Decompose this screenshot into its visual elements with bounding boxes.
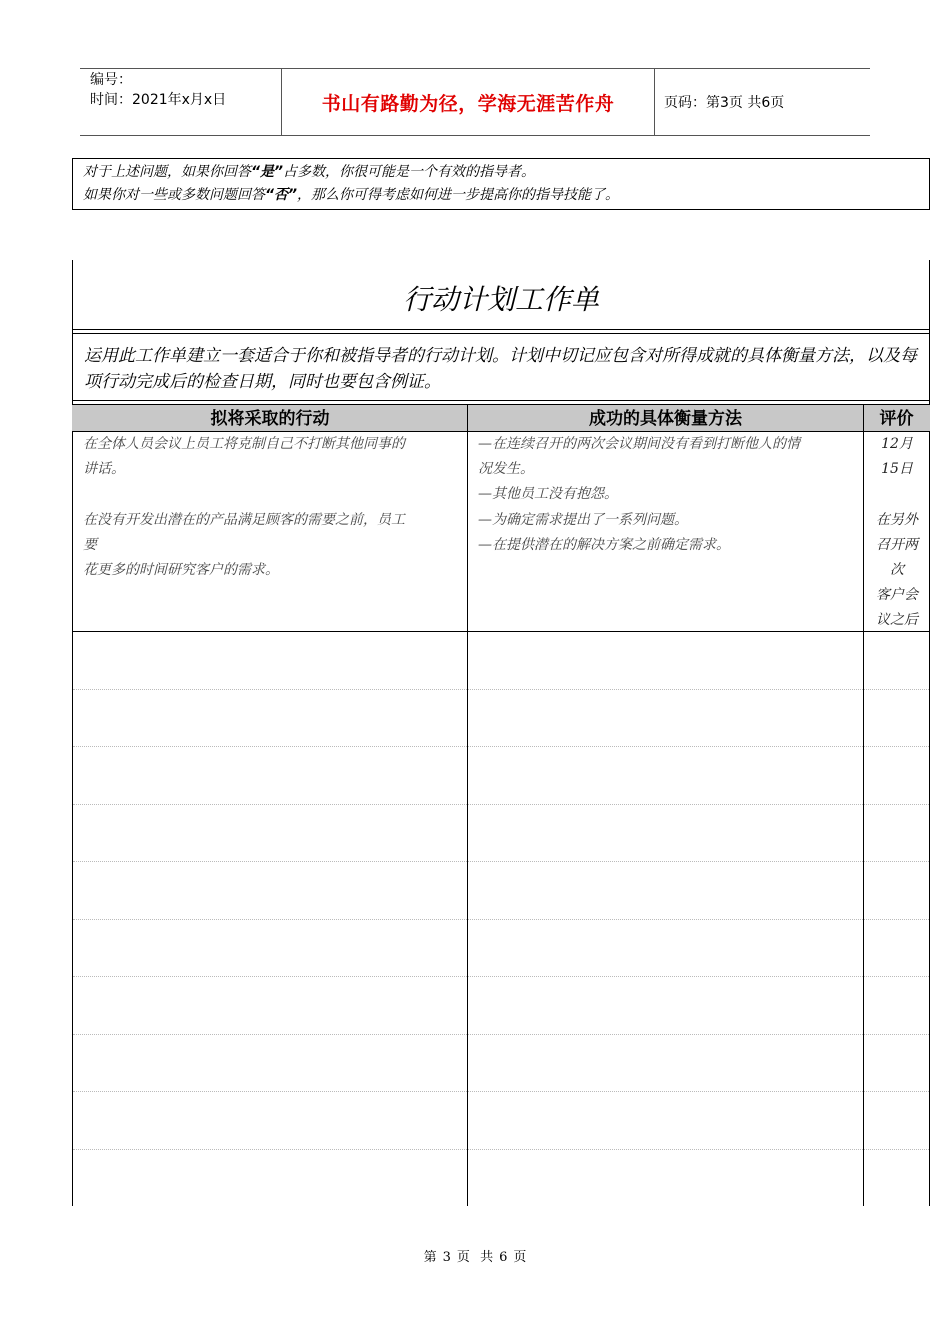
- footer-text: 页: [456, 1250, 470, 1265]
- number-label: 编号：: [90, 72, 132, 88]
- column-header-action: 拟将采取的行动: [210, 409, 330, 429]
- footer-text: 第: [423, 1250, 437, 1265]
- empty-row-separator: [73, 976, 929, 977]
- empty-row-separator: [73, 919, 929, 920]
- row-2-evaluation-line: 次: [890, 562, 904, 578]
- note-line-1-bold: “是”: [251, 164, 284, 180]
- time-label: 时间：2021年x月x日: [90, 92, 227, 108]
- empty-row-separator: [73, 746, 929, 747]
- note-line-2: [83, 184, 929, 207]
- title-rule-2: [72, 333, 930, 334]
- worksheet-title: 行动计划工作单: [402, 283, 599, 316]
- row-2-evaluation-line: 在另外: [876, 512, 918, 528]
- empty-row-separator: [73, 689, 929, 690]
- row-1-evaluation: [864, 432, 930, 482]
- row-2-evaluation: [864, 508, 930, 633]
- row-2-action: [83, 508, 463, 583]
- intro-rule-1: [72, 400, 930, 401]
- row-2-action-line: 在没有开发出潜在的产品满足顾客的需要之前，员工: [83, 512, 405, 528]
- note-line-2-prefix: 如果你对一些或多数问题回答: [83, 187, 265, 203]
- row-1-evaluation-line: 12月: [881, 436, 913, 452]
- row-2-evaluation-line: 召开两: [876, 537, 918, 553]
- row-1-evaluation-line: 15日: [881, 461, 913, 477]
- column-header-measure: 成功的具体衡量方法: [589, 409, 742, 429]
- row-2-measure: [478, 508, 858, 558]
- footer-text: 页: [513, 1250, 527, 1265]
- note-line-1-prefix: 对于上述问题，如果你回答: [83, 164, 251, 180]
- empty-row-separator: [73, 861, 929, 862]
- header-meta: [90, 70, 226, 110]
- empty-row-separator: [73, 1149, 929, 1150]
- empty-row-separator: [73, 804, 929, 805]
- header-divider-right: [654, 68, 655, 136]
- note-line-1-suffix: 占多数，你很可能是一个有效的指导者。: [283, 164, 536, 180]
- row-2-measure-line: —为确定需求提出了一系列问题。: [478, 512, 688, 528]
- row-1-measure-line: —其他员工没有抱怨。: [478, 486, 618, 502]
- row-1-action-line: 讲话。: [83, 461, 125, 477]
- empty-row-separator: [73, 1034, 929, 1035]
- note-line-2-bold: “否”: [265, 187, 298, 203]
- row-2-action-line: 花更多的时间研究客户的需求。: [83, 562, 279, 578]
- row-2-measure-line: —在提供潜在的解决方案之前确定需求。: [478, 537, 730, 553]
- note-line-2-suffix: ，那么你可得考虑如何进一步提高你的指导技能了。: [297, 187, 620, 203]
- row-1-measure: [478, 432, 858, 507]
- footer-total-pages: 6: [499, 1250, 508, 1265]
- row-1-measure-line: 况发生。: [478, 461, 534, 477]
- row-2-evaluation-line: 客户会: [876, 587, 918, 603]
- row-2-action-line: 要: [83, 537, 97, 553]
- empty-row-separator: [73, 1091, 929, 1092]
- page-footer: [0, 1246, 950, 1265]
- row-2-evaluation-line: 议之后: [876, 612, 918, 628]
- worksheet-intro: 运用此工作单建立一套适合于你和被指导者的行动计划。计划中切记应包含对所得成就的具体衡量方法，以及每项行动完成后的检查日期，同时也要包含例证。: [84, 346, 917, 392]
- footer-page-number: 3: [442, 1250, 451, 1265]
- worksheet-frame: [72, 260, 930, 1206]
- footer-text: 共: [480, 1250, 494, 1265]
- column-header-evaluation: 评价: [879, 409, 914, 429]
- note-box: [72, 158, 930, 210]
- row-1-action: [83, 432, 463, 482]
- note-line-1: [83, 161, 929, 184]
- title-rule-1: [72, 329, 930, 330]
- row-1-action-line: 在全体人员会议上员工将克制自己不打断其他同事的: [83, 436, 405, 452]
- row-1-measure-line: —在连续召开的两次会议期间没有看到打断他人的情: [478, 436, 800, 452]
- example-rows-border: [72, 631, 930, 632]
- header-motto: 书山有路勤为径，学海无涯苦作舟: [321, 92, 615, 115]
- header-page-info: 页码：第3页 共6页: [664, 95, 785, 111]
- column-divider-1: [467, 405, 468, 1206]
